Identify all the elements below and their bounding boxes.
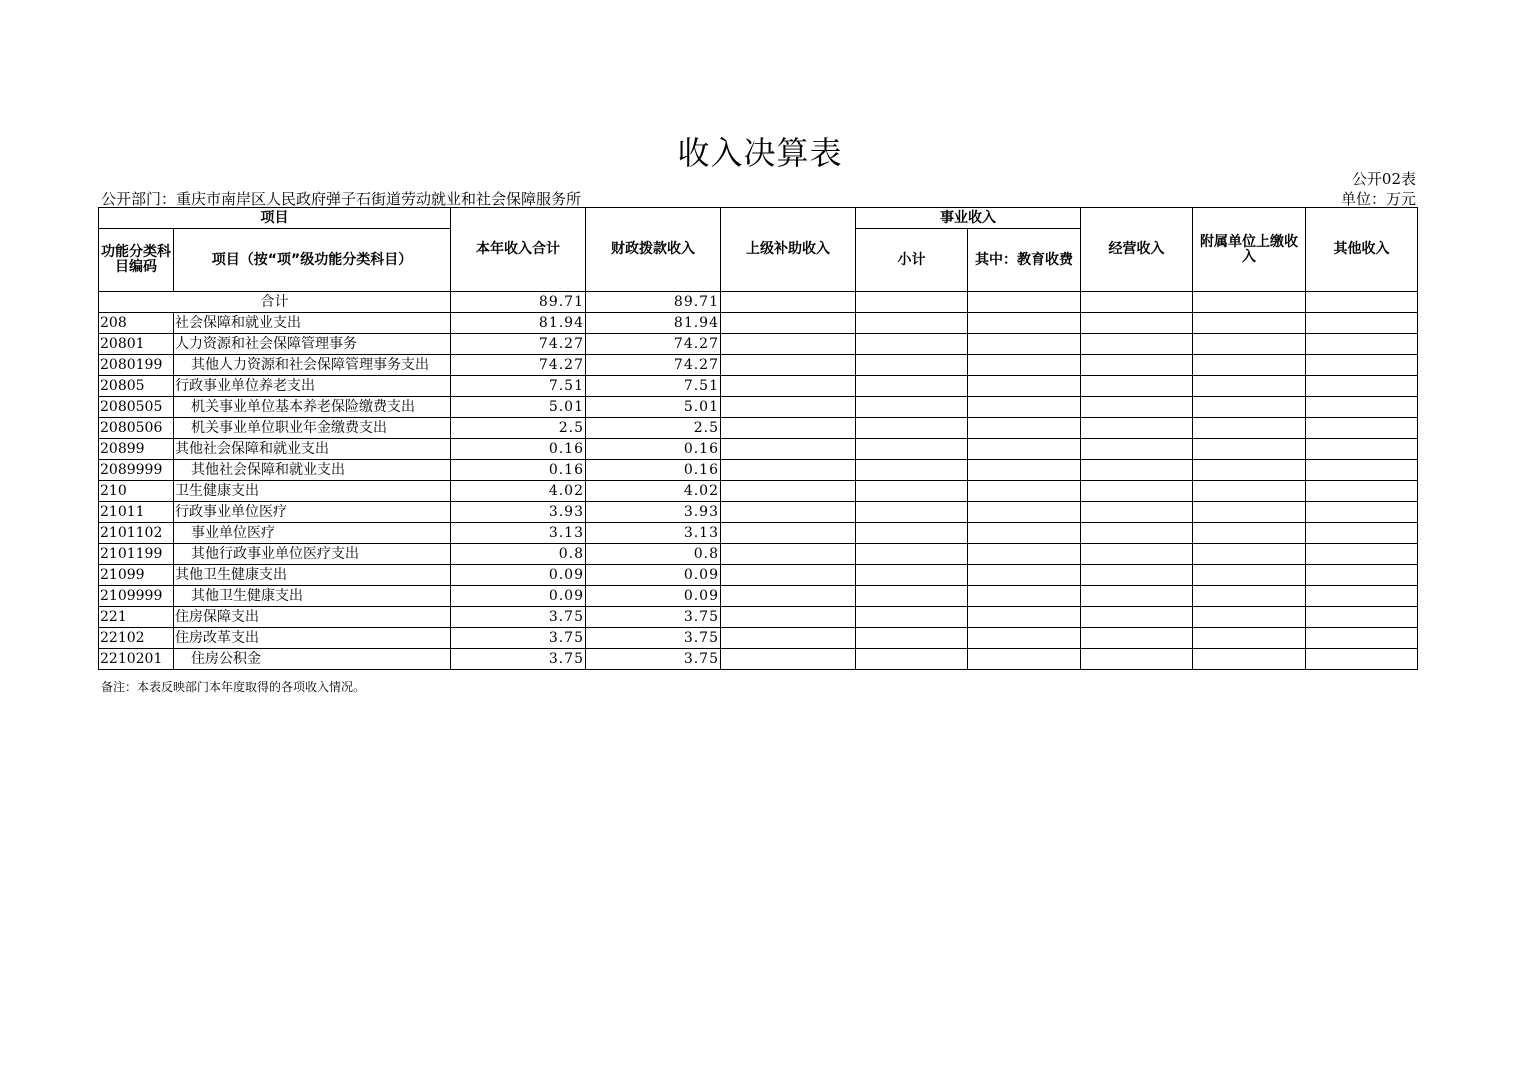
table-row [99, 376, 1418, 397]
row-name [174, 418, 451, 439]
table-row [99, 544, 1418, 565]
empty-cell [856, 628, 968, 649]
empty-cell [856, 649, 968, 670]
row-name [174, 355, 451, 376]
empty-cell [1193, 628, 1306, 649]
row-fiscal: 0.09 [586, 586, 721, 607]
row-fiscal: 3.93 [586, 502, 721, 523]
table-row [99, 502, 1418, 523]
empty-cell [721, 586, 856, 607]
empty-cell [1081, 481, 1193, 502]
row-fiscal: 3.75 [586, 649, 721, 670]
row-name: 社会保障和就业支出 [174, 313, 451, 334]
empty-cell [1081, 607, 1193, 628]
empty-cell [1081, 376, 1193, 397]
empty-cell [968, 397, 1081, 418]
empty-cell [856, 586, 968, 607]
empty-cell [968, 439, 1081, 460]
empty-cell [1081, 313, 1193, 334]
empty-cell [721, 502, 856, 523]
empty-cell [1193, 376, 1306, 397]
header-name: 项目（按“项”级功能分类科目） [174, 229, 451, 292]
row-fiscal: 0.8 [586, 544, 721, 565]
table-row [99, 607, 1418, 628]
row-total: 3.13 [451, 523, 586, 544]
empty-cell [968, 565, 1081, 586]
empty-cell [968, 502, 1081, 523]
row-total: 3.75 [451, 607, 586, 628]
table-row [99, 397, 1418, 418]
empty-cell [1081, 628, 1193, 649]
table-row [99, 649, 1418, 670]
row-name [174, 586, 451, 607]
empty-cell [856, 418, 968, 439]
empty-cell [1193, 586, 1306, 607]
empty-cell [1193, 460, 1306, 481]
empty-cell [721, 397, 856, 418]
empty-cell [856, 523, 968, 544]
header-code: 功能分类科目编码 [99, 229, 174, 292]
row-total: 0.09 [451, 586, 586, 607]
empty-cell [1193, 502, 1306, 523]
empty-cell [721, 460, 856, 481]
empty-cell [1193, 649, 1306, 670]
row-code: 2210201 [99, 649, 174, 670]
empty-cell [1193, 418, 1306, 439]
total-label: 合计 [99, 292, 451, 313]
empty-cell [968, 376, 1081, 397]
row-code: 21099 [99, 565, 174, 586]
row-code: 210 [99, 481, 174, 502]
row-fiscal: 5.01 [586, 397, 721, 418]
empty-cell [968, 334, 1081, 355]
row-fiscal: 3.13 [586, 523, 721, 544]
empty-cell [856, 439, 968, 460]
row-name: 其他社会保障和就业支出 [174, 439, 451, 460]
row-total: 81.94 [451, 313, 586, 334]
row-total: 7.51 [451, 376, 586, 397]
row-name [174, 460, 451, 481]
row-code: 2080199 [99, 355, 174, 376]
empty-cell [1081, 418, 1193, 439]
form-number: 公开02表 [1351, 170, 1416, 188]
empty-cell [721, 523, 856, 544]
empty-cell [1081, 439, 1193, 460]
header-total: 本年收入合计 [451, 208, 586, 292]
empty-cell [1306, 418, 1418, 439]
empty-cell [1193, 397, 1306, 418]
empty-cell [1193, 565, 1306, 586]
row-code: 2080505 [99, 397, 174, 418]
row-total: 2.5 [451, 418, 586, 439]
row-code: 20899 [99, 439, 174, 460]
row-code: 21011 [99, 502, 174, 523]
row-fiscal: 0.09 [586, 565, 721, 586]
row-name [174, 544, 451, 565]
row-total: 0.16 [451, 439, 586, 460]
empty-cell [1081, 649, 1193, 670]
table-row [99, 481, 1418, 502]
empty-cell [856, 481, 968, 502]
row-fiscal: 0.16 [586, 460, 721, 481]
header-affiliated: 附属单位上缴收入 [1193, 208, 1306, 292]
row-code: 20801 [99, 334, 174, 355]
empty-cell [856, 544, 968, 565]
empty-cell [1081, 544, 1193, 565]
empty-cell [856, 565, 968, 586]
empty-cell [1081, 355, 1193, 376]
empty-cell [1306, 565, 1418, 586]
row-name: 其他卫生健康支出 [174, 565, 451, 586]
row-code: 2109999 [99, 586, 174, 607]
empty-cell [856, 355, 968, 376]
table-row [99, 334, 1418, 355]
header-project: 项目 [99, 208, 451, 229]
empty-cell [721, 334, 856, 355]
empty-cell [721, 418, 856, 439]
empty-cell [856, 334, 968, 355]
empty-cell [721, 481, 856, 502]
empty-cell [1193, 544, 1306, 565]
empty-cell [1306, 544, 1418, 565]
row-total: 74.27 [451, 355, 586, 376]
empty-cell [721, 649, 856, 670]
total-amount: 89.71 [451, 292, 586, 313]
header-superior: 上级补助收入 [721, 208, 856, 292]
table-row [99, 313, 1418, 334]
header-operating: 经营收入 [1081, 208, 1193, 292]
empty-cell [1306, 376, 1418, 397]
header-edu: 其中：教育收费 [968, 229, 1081, 292]
empty-cell [1193, 355, 1306, 376]
empty-cell [968, 523, 1081, 544]
empty-cell [856, 376, 968, 397]
empty-cell [1193, 523, 1306, 544]
empty-cell [1306, 586, 1418, 607]
header-fiscal: 财政拨款收入 [586, 208, 721, 292]
empty-cell [1193, 439, 1306, 460]
row-name [174, 397, 451, 418]
empty-cell [1081, 586, 1193, 607]
row-fiscal: 7.51 [586, 376, 721, 397]
empty-cell [1193, 334, 1306, 355]
row-code: 2101102 [99, 523, 174, 544]
row-name-text: 其他人力资源和社会保障管理事务支出 [191, 356, 429, 373]
table-row [99, 565, 1418, 586]
empty-cell [1306, 481, 1418, 502]
empty-cell [968, 586, 1081, 607]
header-other: 其他收入 [1306, 208, 1418, 292]
row-name-text: 其他行政事业单位医疗支出 [191, 545, 359, 562]
empty-cell [721, 439, 856, 460]
empty-cell [1081, 502, 1193, 523]
row-total: 3.93 [451, 502, 586, 523]
empty-cell [1306, 460, 1418, 481]
row-total: 3.75 [451, 649, 586, 670]
empty-cell [1081, 565, 1193, 586]
empty-cell [1306, 439, 1418, 460]
empty-cell [968, 418, 1081, 439]
row-name: 卫生健康支出 [174, 481, 451, 502]
empty-cell [1081, 460, 1193, 481]
empty-cell [1193, 313, 1306, 334]
empty-cell [856, 607, 968, 628]
row-name-text: 事业单位医疗 [191, 524, 275, 541]
empty-cell [1306, 649, 1418, 670]
table-row [99, 628, 1418, 649]
empty-cell [1193, 607, 1306, 628]
row-code: 2101199 [99, 544, 174, 565]
row-name-text: 其他社会保障和就业支出 [191, 461, 345, 478]
row-name-text: 住房公积金 [191, 650, 261, 667]
empty-cell [1306, 313, 1418, 334]
header-subtotal: 小计 [856, 229, 968, 292]
empty-cell [1306, 628, 1418, 649]
row-fiscal: 0.16 [586, 439, 721, 460]
empty-cell [968, 649, 1081, 670]
row-fiscal: 74.27 [586, 355, 721, 376]
empty-cell [721, 544, 856, 565]
row-total: 0.09 [451, 565, 586, 586]
empty-cell [721, 565, 856, 586]
empty-cell [1081, 334, 1193, 355]
empty-cell [968, 460, 1081, 481]
row-name [174, 523, 451, 544]
table-row [99, 523, 1418, 544]
empty-cell [968, 355, 1081, 376]
row-name-text: 其他卫生健康支出 [191, 587, 303, 604]
empty-cell [721, 607, 856, 628]
empty-cell [968, 481, 1081, 502]
row-code: 20805 [99, 376, 174, 397]
empty-cell [1306, 355, 1418, 376]
empty-cell [856, 502, 968, 523]
row-code: 208 [99, 313, 174, 334]
row-fiscal: 74.27 [586, 334, 721, 355]
total-fiscal: 89.71 [586, 292, 721, 313]
row-total: 5.01 [451, 397, 586, 418]
row-fiscal: 3.75 [586, 607, 721, 628]
empty-cell [968, 607, 1081, 628]
empty-cell [1306, 502, 1418, 523]
income-table [98, 207, 1418, 670]
footnote: 备注：本表反映部门本年度取得的各项收入情况。 [101, 680, 366, 694]
row-code: 2089999 [99, 460, 174, 481]
empty-cell [856, 313, 968, 334]
empty-cell [721, 355, 856, 376]
row-code: 2080506 [99, 418, 174, 439]
row-total: 4.02 [451, 481, 586, 502]
empty-cell [721, 628, 856, 649]
row-code: 22102 [99, 628, 174, 649]
empty-cell [1306, 523, 1418, 544]
row-name: 行政事业单位医疗 [174, 502, 451, 523]
row-fiscal: 81.94 [586, 313, 721, 334]
row-fiscal: 2.5 [586, 418, 721, 439]
table-row [99, 460, 1418, 481]
row-total: 3.75 [451, 628, 586, 649]
table-row [99, 418, 1418, 439]
row-name: 行政事业单位养老支出 [174, 376, 451, 397]
empty-cell [1193, 481, 1306, 502]
row-total: 0.8 [451, 544, 586, 565]
row-fiscal: 3.75 [586, 628, 721, 649]
row-name: 住房保障支出 [174, 607, 451, 628]
row-fiscal: 4.02 [586, 481, 721, 502]
total-row [99, 292, 1418, 313]
row-name: 住房改革支出 [174, 628, 451, 649]
empty-cell [968, 313, 1081, 334]
empty-cell [1081, 523, 1193, 544]
empty-cell [968, 628, 1081, 649]
empty-cell [856, 397, 968, 418]
row-name-text: 机关事业单位职业年金缴费支出 [191, 419, 387, 436]
row-name: 人力资源和社会保障管理事务 [174, 334, 451, 355]
row-total: 0.16 [451, 460, 586, 481]
empty-cell [1306, 334, 1418, 355]
empty-cell [1081, 397, 1193, 418]
table-row [99, 355, 1418, 376]
empty-cell [721, 376, 856, 397]
empty-cell [856, 460, 968, 481]
department-label: 公开部门：重庆市南岸区人民政府弹子石街道劳动就业和社会保障服务所 [101, 190, 582, 208]
empty-cell [968, 544, 1081, 565]
empty-cell [1306, 607, 1418, 628]
row-name-text: 机关事业单位基本养老保险缴费支出 [191, 398, 415, 415]
page-title: 收入决算表 [677, 134, 843, 172]
table-row [99, 586, 1418, 607]
table-row [99, 439, 1418, 460]
empty-cell [721, 313, 856, 334]
row-code: 221 [99, 607, 174, 628]
row-total: 74.27 [451, 334, 586, 355]
empty-cell [1306, 397, 1418, 418]
row-name [174, 649, 451, 670]
header-career: 事业收入 [856, 208, 1081, 229]
unit-label: 单位：万元 [1340, 190, 1416, 208]
